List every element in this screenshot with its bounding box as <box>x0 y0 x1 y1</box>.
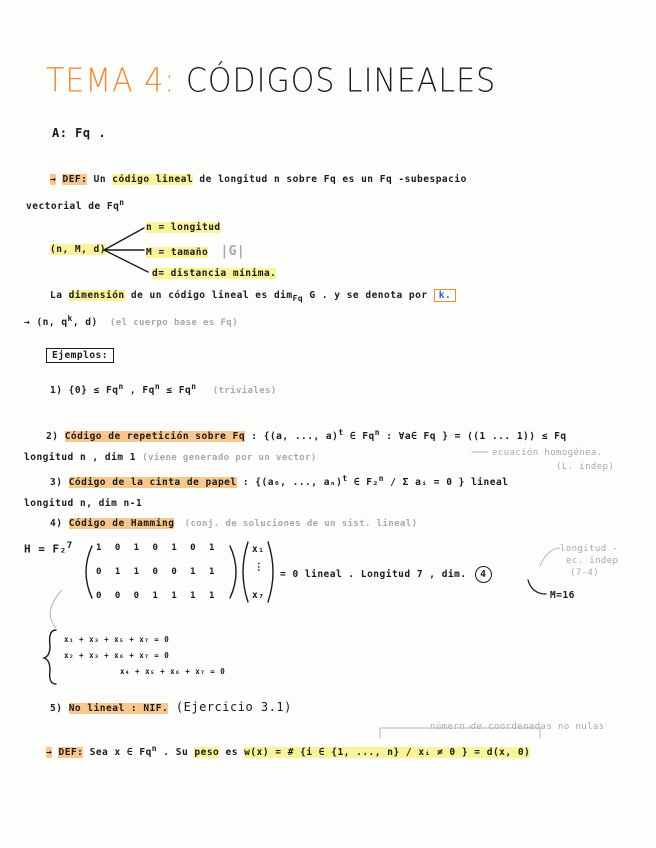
ex2-line2-note: (viene generado por un vector) <box>142 453 317 463</box>
def2-text-c: es <box>219 747 245 759</box>
branch-arrow-d <box>104 250 148 272</box>
def-line2-text: vectorial de Fq <box>26 201 120 213</box>
equations-pointer <box>50 590 62 628</box>
dimension-text-c: G . y se denota por <box>309 290 434 301</box>
param-d: d= distancia mínima. <box>152 268 277 279</box>
title-main: CÓDIGOS LINEALES <box>185 62 497 101</box>
matrix-row: 1 0 1 0 1 0 1 <box>96 543 219 553</box>
alphabet-line: A: Fq . <box>52 126 107 140</box>
ex5-highlight: No lineal : NIF. <box>68 703 169 714</box>
def2-text-b: . Su <box>157 747 195 759</box>
matrix-row: 0 0 0 1 1 1 1 <box>96 591 219 601</box>
ex1-note: (triviales) <box>212 386 277 397</box>
ex2-highlight: Código de repetición sobre Fq <box>64 431 246 443</box>
hamming-m: M=16 <box>550 590 575 601</box>
vector-dots: ⋮ <box>254 562 264 573</box>
vector-left-paren <box>243 542 248 602</box>
ex1-text: {0} ≤ Fq <box>62 385 119 397</box>
weight-top-note: número de coordenadas no nulas <box>430 722 605 732</box>
ex1-tail: ≤ Fq <box>160 385 192 397</box>
notation-sup: k <box>67 314 73 323</box>
ex3-sup: t <box>342 474 348 483</box>
ex3-text: : {(a₀, ..., aₙ) <box>236 477 343 489</box>
dimension-sub: Fq <box>292 293 304 303</box>
def-line2-sup: n <box>119 198 125 207</box>
notation-tail: , d) <box>72 317 98 329</box>
ex2-tail2: : ∀a∈ Fq } = ⟨(1 ... 1)⟩ ≤ Fq <box>380 431 567 443</box>
def-text-b: de longitud n sobre Fq es un Fq -subespacio <box>199 174 467 185</box>
matrix-right-paren <box>230 546 236 598</box>
ex4-num: 4) <box>50 518 63 529</box>
hamming-dim-circle: 4 <box>475 566 492 583</box>
vector-top: x₁ <box>252 544 265 555</box>
hamming-result-text: = 0 lineal . Longitud 7 , dim. <box>280 569 467 580</box>
hamming-note-1: longitud - <box>560 544 619 554</box>
def-label: DEF: <box>62 174 88 185</box>
def-text-a: Un <box>93 174 113 185</box>
ex3-tail: ∈ F₂ <box>347 477 379 489</box>
longitud-pointer <box>540 548 560 566</box>
matrix-left-paren <box>86 546 92 598</box>
matrix-row: 0 1 1 0 0 1 1 <box>96 567 219 577</box>
ex4-highlight: Código de Hamming <box>68 518 175 529</box>
ex2-side-note2: (L. indep) <box>556 462 615 472</box>
hamming-h-sup: 7 <box>66 540 73 551</box>
ex5-num: 5) <box>50 703 63 714</box>
ex2-sup2: n <box>374 428 380 437</box>
equation: x₁ + x₃ + x₅ + x₇ = 0 <box>64 635 170 644</box>
ex1-sup: n <box>118 382 124 391</box>
dimension-text-a: La <box>50 290 69 301</box>
ex1-mid: , Fq <box>123 385 155 397</box>
dimension-text-b: de un código lineal es dim <box>130 290 293 301</box>
weight-bracket <box>380 728 540 738</box>
params-tuple: (n, M, d) <box>50 244 106 255</box>
ex2-num: 2) <box>46 431 59 443</box>
equation: x₂ + x₃ + x₆ + x₇ = 0 <box>64 651 170 660</box>
branch-arrow-n <box>104 228 144 250</box>
dimension-highlight: dimensión <box>68 290 125 301</box>
ex2-sup: t <box>338 428 344 437</box>
ex2-tail: ∈ Fq <box>343 431 375 443</box>
ex3-sup2: n <box>378 474 384 483</box>
ex2-line2: longitud n , dim 1 <box>24 452 136 463</box>
ex4-note: (conj. de soluciones de un sist. lineal) <box>184 519 418 529</box>
ex5-tail: (Ejercicio 3.1) <box>168 700 292 714</box>
hamming-note-2: ec. indep <box>566 556 619 566</box>
ex1-num: 1) <box>50 385 63 397</box>
dimension-k: k. <box>434 289 456 302</box>
def2-arrow: → <box>46 747 53 759</box>
def2-label: DEF: <box>58 747 84 759</box>
ex3-tail2: / Σ aᵢ = 0 } lineal <box>384 477 509 489</box>
notation-note: (el cuerpo base es Fq) <box>109 318 238 329</box>
def-arrow: → <box>50 174 57 185</box>
m-pointer-arrow <box>528 580 546 594</box>
hamming-note-3: (7-4) <box>570 568 600 578</box>
notation-main: → (n, q <box>24 317 68 329</box>
ex2-text: : {(a, ..., a) <box>245 431 339 443</box>
def2-formula: w(x) = # {i ∈ {1, ..., n} / xᵢ ≠ 0 } = d(x, 0) <box>244 747 531 759</box>
title-prefix: TEMA 4: <box>46 62 176 101</box>
system-brace <box>44 630 56 684</box>
def-highlight: código lineal <box>112 174 194 185</box>
vector-bottom: x₇ <box>252 590 265 601</box>
param-m: M = tamaño <box>146 247 209 258</box>
ex3-num: 3) <box>50 477 63 489</box>
ex3-highlight: Código de la cinta de papel <box>68 477 237 489</box>
hamming-h-text: H = F₂ <box>24 542 67 556</box>
ex2-side-note: ecuación homogénea. <box>492 448 603 458</box>
vector-right-paren <box>268 542 273 602</box>
examples-label: Ejemplos: <box>46 348 114 363</box>
ex1-sup2: n <box>154 382 161 391</box>
ex1-sup3: n <box>191 382 197 391</box>
def2-sup: n <box>151 744 158 753</box>
equation: x₄ + x₅ + x₆ + x₇ = 0 <box>120 667 226 676</box>
param-n: n = longitud <box>146 222 221 233</box>
def2-text: Sea x ∈ Fq <box>89 747 152 759</box>
example-3-line2: longitud n, dim n-1 <box>24 498 143 509</box>
param-m-note: |G| <box>220 244 246 259</box>
def2-highlight: peso <box>194 747 220 759</box>
